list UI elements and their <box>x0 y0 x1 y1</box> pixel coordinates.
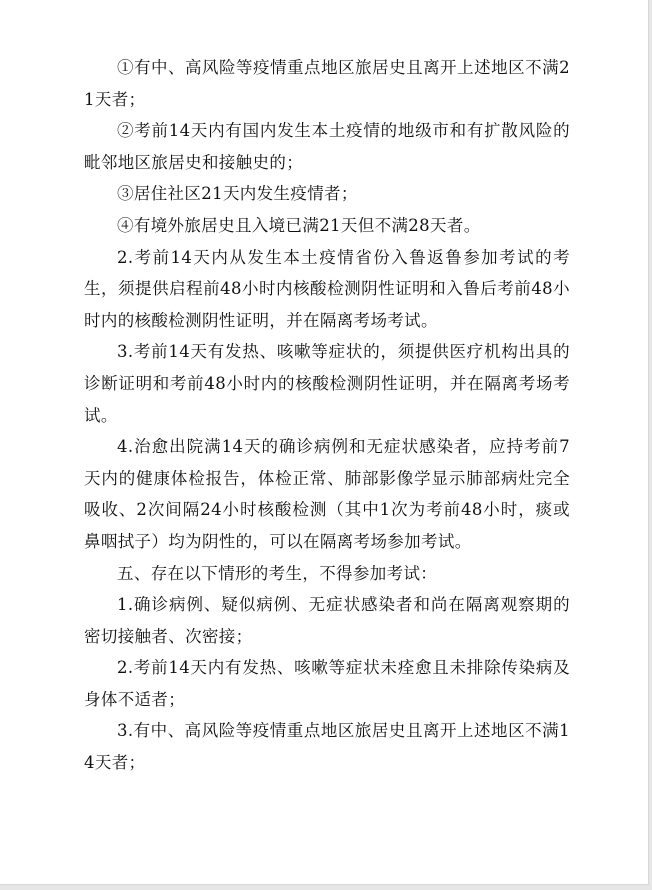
paragraph-4: ④有境外旅居史且入境已满21天但不满28天者。 <box>117 215 481 235</box>
section-heading-5: 五、存在以下情形的考生，不得参加考试： <box>117 563 438 583</box>
paragraph-10: 2.考前14天内有发热、咳嗽等症状未痊愈且未排除传染病及身体不适者； <box>84 658 570 709</box>
paragraph-9: 1.确诊病例、疑似病例、无症状感染者和尚在隔离观察期的密切接触者、次密接； <box>84 595 570 646</box>
paragraph-1: ①有中、高风险等疫情重点地区旅居史且离开上述地区不满21天者； <box>84 58 570 109</box>
paragraph-11: 3.有中、高风险等疫情重点地区旅居史且离开上述地区不满14天者； <box>84 721 570 773</box>
paragraph-6: 3.考前14天有发热、咳嗽等症状的，须提供医疗机构出具的诊断证明和考前48小时内的核酸检测阴性证明，并在隔离考场考试。 <box>84 342 570 425</box>
paragraph-3: ③居住社区21天内发生疫情者； <box>117 184 358 204</box>
paragraph-2: ②考前14天内有国内发生本土疫情的地级市和有扩散风险的毗邻地区旅居史和接触史的； <box>84 121 570 172</box>
paragraph-5: 2.考前14天内从发生本土疫情省份入鲁返鲁参加考试的考生，须提供启程前48小时内核酸检测阴性证明和入鲁后考前48小时内的核酸检测阴性证明，并在隔离考场考试。 <box>84 247 570 330</box>
paragraph-7: 4.治愈出院满14天的确诊病例和无症状感染者，应持考前7天内的健康体检报告，体检正常、肺部影像学显示肺部病灶完全吸收、2次间隔24小时核酸检测（其中1次为考前48小时，痰或鼻咽拭子）均为阴性的，可以在隔离考场参加考试。 <box>84 437 570 551</box>
page-edge-bottom <box>0 885 652 890</box>
document-body <box>84 52 570 779</box>
